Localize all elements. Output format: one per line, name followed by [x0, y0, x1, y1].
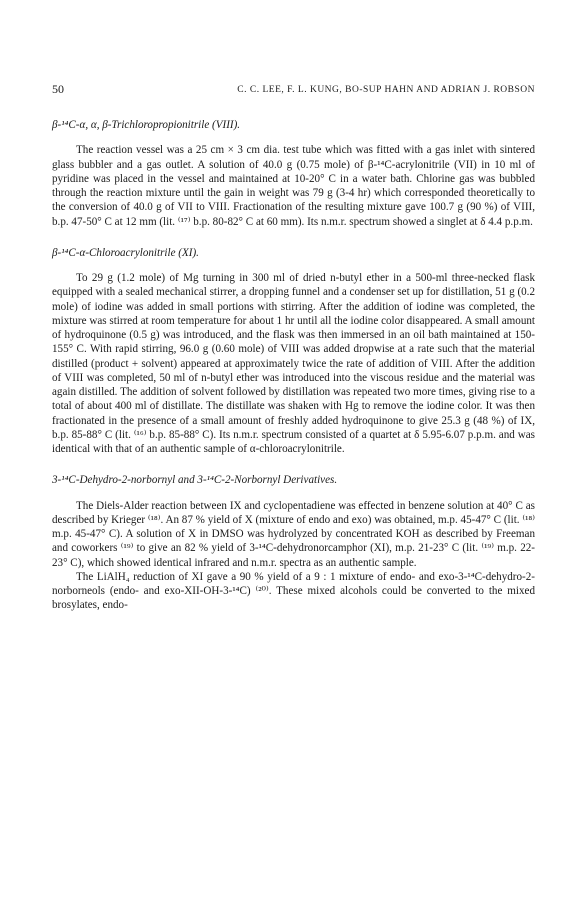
paragraph: The LiAlH₄ reduction of XI gave a 90 % yield of a 9 : 1 mixture of endo- and exo-3-¹⁴C-dehydro-2-norborneols (endo- and exo-XII-OH-3-¹⁴C) ⁽²⁰⁾. These mixed alcohols could be converted to the mixed brosylates, endo- — [52, 570, 535, 612]
section-gap — [52, 229, 535, 246]
section-chloroacrylonitrile — [52, 246, 535, 457]
section-heading: 3-¹⁴C-Dehydro-2-norbornyl and 3-¹⁴C-2-Norbornyl Derivatives. — [52, 474, 338, 487]
section-norbornyl-derivatives — [52, 473, 535, 612]
paragraph: The Diels-Alder reaction between IX and cyclopentadiene was effected in benzene solution at 40° C as described by Krieger ⁽¹⁸⁾. An 87 % yield of X (mixture of endo and exo) was obtained, m.p. 45-47° C (lit. ⁽¹⁸⁾ m.p. 45-47° C). A solution of X in DMSO was hydrolyzed by concentrated KOH as described by Freeman and coworkers ⁽¹⁹⁾ to give an 82 % yield of 3-¹⁴C-dehydronorcamphor (XI), m.p. 21-23° C (lit. ⁽¹⁹⁾ m.p. 22-23° C), which showed identical infrared and n.m.r. spectra as an authentic sample. — [52, 499, 535, 569]
section-heading: β-¹⁴C-α-Chloroacrylonitrile (XI). — [52, 246, 199, 259]
body-text — [52, 118, 535, 613]
paragraph: The reaction vessel was a 25 cm × 3 cm dia. test tube which was fitted with a gas inlet with sintered glass bubbler and a gas outlet. A solution of 40.0 g (0.75 mole) of β-¹⁴C-acrylonitrile (VII) in 10 ml of pyridine was placed in the vessel and maintained at 10-20° C in a water bath. Chlorine gas was bubbled through the reaction mixture until the gain in weight was 79 g (3-4 hr) which corresponded theoretically to the conversion of 40.0 g of VII to VIII. Fractionation of the resulting mixture gave 100.7 g (90 %) of VIII, b.p. 47-50° C at 12 mm (lit. ⁽¹⁷⁾ b.p. 80-82° C at 60 mm). Its n.m.r. spectrum showed a singlet at δ 4.4 p.p.m. — [52, 144, 535, 228]
section-heading: β-¹⁴C-α, α, β-Trichloropropionitrile (VIII). — [52, 119, 241, 131]
page-number: 50 — [52, 82, 64, 96]
section-trichloropropionitrile — [52, 118, 535, 229]
section-gap — [52, 456, 535, 473]
paragraph: To 29 g (1.2 mole) of Mg turning in 300 ml of dried n-butyl ether in a 500-ml three-necked flask equipped with a sealed mechanical stirrer, a dropping funnel and a condenser set up for distillation, 51 g (0.2 mole) of iodine was added in small portions with stirring. After the addition of iodine was completed, the mixture was stirred at room temperature for about 1 hr until all the iodine color disappeared. A small amount of hydroquinone (0.5 g) was introduced, and the flask was then immersed in an oil bath maintained at 150-155° C. With rapid stirring, 96.0 g (0.60 mole) of VIII was added dropwise at a rate such that the material distilled (product + solvent) appeared at approximately twice the rate of addition of VIII. After the addition of VIII was completed, 50 ml of n-butyl ether was introduced into the viscous residue and the material was again distilled. The addition of solvent followed by distillation was repeated two more times, giving rise to a total of about 400 ml of distillate. The distillate was shaken with Hg to remove the iodine color. It was then fractionated in the presence of a small amount of freshly added hydroquinone to give 25.3 g (48 %) of IX, b.p. 85-88° C (lit. ⁽¹⁶⁾ b.p. 85-88° C). Its n.m.r. spectrum consisted of a quartet at δ 5.95-6.07 p.p.m. and was identical with that of an authentic sample of α-chloroacrylonitrile. — [52, 272, 535, 455]
running-head-authors: C. C. LEE, F. L. KUNG, BO-SUP HAHN AND ADRIAN J. ROBSON — [237, 85, 535, 95]
